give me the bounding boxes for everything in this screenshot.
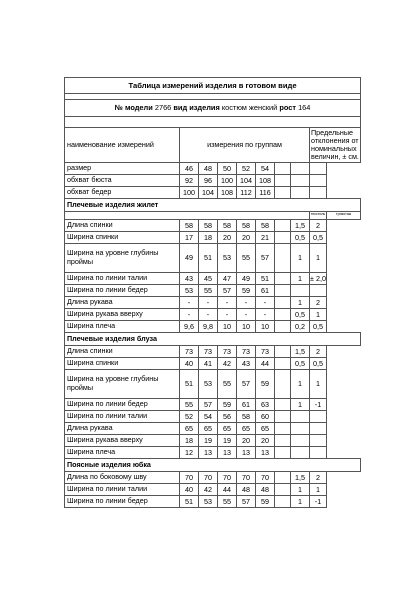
row-label: Ширина рукава вверху: [65, 308, 180, 320]
subheader-textile: текстиль: [310, 211, 327, 219]
size-value: 48: [199, 162, 218, 174]
size-value: 17: [180, 231, 199, 243]
size-value: 65: [180, 422, 199, 434]
tolerance-textile: 1: [291, 272, 310, 284]
empty-cell: [275, 357, 291, 369]
size-value: 59: [237, 284, 256, 296]
measurement-table: [64, 77, 361, 508]
tolerance-textile: 1: [291, 369, 310, 398]
row-label: Ширина на уровне глубины проймы: [65, 243, 180, 272]
size-value: 57: [237, 495, 256, 507]
size-value: 10: [256, 320, 275, 332]
empty-cell: [275, 186, 291, 198]
empty-cell: [291, 174, 310, 186]
empty-cell: [275, 410, 291, 422]
size-value: 54: [199, 410, 218, 422]
size-value: 40: [180, 357, 199, 369]
tolerance-knit: 1: [310, 369, 327, 398]
tolerance-knit: [310, 422, 327, 434]
tolerance-knit: 2: [310, 219, 327, 231]
size-value: 43: [237, 357, 256, 369]
size-value: 53: [180, 284, 199, 296]
size-value: 112: [237, 186, 256, 198]
table-row: [65, 398, 361, 410]
size-value: 45: [199, 272, 218, 284]
size-value: 56: [218, 410, 237, 422]
header-tolerance-note: Предельные отклонения от номинальных величин, ± см.: [311, 128, 359, 161]
tolerance-textile: 1,5: [291, 345, 310, 357]
measurement-sheet: [64, 77, 360, 508]
size-value: 55: [199, 284, 218, 296]
size-value: 59: [256, 369, 275, 398]
tolerance-textile: [291, 284, 310, 296]
tolerance-textile: 0,5: [291, 308, 310, 320]
size-value: 65: [237, 422, 256, 434]
table-row: [65, 174, 361, 186]
size-value: 73: [218, 345, 237, 357]
table-row: [65, 483, 361, 495]
tolerance-knit: -1: [310, 398, 327, 410]
tolerance-textile: 0,5: [291, 357, 310, 369]
size-value: 47: [218, 272, 237, 284]
size-value: 20: [256, 434, 275, 446]
size-value: 58: [199, 219, 218, 231]
size-value: 20: [237, 434, 256, 446]
size-value: 53: [218, 243, 237, 272]
tolerance-knit: 2: [310, 345, 327, 357]
header-row: [65, 128, 361, 163]
size-value: 50: [218, 162, 237, 174]
section-header-row: [65, 332, 361, 345]
size-value: 53: [199, 369, 218, 398]
row-label: Ширина рукава вверху: [65, 434, 180, 446]
size-value: 57: [199, 398, 218, 410]
size-value: 70: [237, 471, 256, 483]
table-row: [65, 231, 361, 243]
empty-cell: [275, 174, 291, 186]
table-row: [65, 320, 361, 332]
spacer-row: [65, 117, 361, 128]
empty-cell: [275, 495, 291, 507]
size-value: 18: [199, 231, 218, 243]
size-value: 65: [218, 422, 237, 434]
size-value: 104: [199, 186, 218, 198]
empty-cell: [291, 186, 310, 198]
row-label: Длина по боковому шву: [65, 471, 180, 483]
table-row: [65, 434, 361, 446]
empty-cell: [275, 422, 291, 434]
tolerance-textile: 1,5: [291, 471, 310, 483]
size-value: 21: [256, 231, 275, 243]
empty-cell: [310, 186, 327, 198]
tolerance-textile: [291, 410, 310, 422]
size-value: 100: [180, 186, 199, 198]
size-value: 48: [237, 483, 256, 495]
tolerance-knit: 0,5: [310, 357, 327, 369]
size-value: 70: [199, 471, 218, 483]
size-value: 42: [199, 483, 218, 495]
type-label: вид изделия: [173, 103, 220, 113]
size-value: 63: [256, 398, 275, 410]
title-row: [65, 78, 361, 94]
size-value: 49: [237, 272, 256, 284]
empty-cell: [275, 398, 291, 410]
size-value: 57: [256, 243, 275, 272]
size-value: -: [199, 296, 218, 308]
size-value: 55: [180, 398, 199, 410]
tolerance-knit: [310, 446, 327, 458]
tolerance-knit: [310, 410, 327, 422]
size-value: 12: [180, 446, 199, 458]
empty-cell: [275, 308, 291, 320]
table-row: [65, 284, 361, 296]
size-value: -: [237, 308, 256, 320]
tolerance-knit: 0,5: [310, 320, 327, 332]
tolerance-textile: 1: [291, 495, 310, 507]
size-value: 58: [218, 219, 237, 231]
tolerance-knit: 2: [310, 471, 327, 483]
size-value: 13: [237, 446, 256, 458]
row-label: размер: [65, 162, 180, 174]
size-value: 20: [218, 231, 237, 243]
empty-cell: [275, 345, 291, 357]
size-value: -: [256, 296, 275, 308]
row-label: Ширина по линии талии: [65, 483, 180, 495]
size-value: 61: [237, 398, 256, 410]
size-value: 18: [180, 434, 199, 446]
size-value: 55: [218, 495, 237, 507]
table-row: [65, 162, 361, 174]
size-value: 53: [199, 495, 218, 507]
tolerance-knit: 1: [310, 483, 327, 495]
size-value: 96: [199, 174, 218, 186]
tolerance-textile: [291, 434, 310, 446]
size-value: 10: [218, 320, 237, 332]
table-row: [65, 272, 361, 284]
empty-cell: [310, 174, 327, 186]
size-value: 52: [237, 162, 256, 174]
row-label: Ширина по линии бедер: [65, 284, 180, 296]
size-value: 49: [180, 243, 199, 272]
empty-cell: [275, 446, 291, 458]
size-value: 41: [199, 357, 218, 369]
model-row: [65, 100, 361, 117]
height-value: 164: [298, 103, 311, 113]
size-value: 55: [218, 369, 237, 398]
size-value: 60: [256, 410, 275, 422]
row-label: Ширина спинки: [65, 231, 180, 243]
row-label: Длина рукава: [65, 296, 180, 308]
tolerance-textile: 1: [291, 243, 310, 272]
size-value: 54: [256, 162, 275, 174]
type-value: костюм женский: [221, 103, 278, 113]
size-value: -: [180, 308, 199, 320]
size-value: 51: [256, 272, 275, 284]
size-value: 116: [256, 186, 275, 198]
empty-cell: [65, 211, 310, 219]
size-value: 9,8: [199, 320, 218, 332]
table-row: [65, 186, 361, 198]
empty-cell: [275, 162, 291, 174]
size-value: 57: [218, 284, 237, 296]
row-label: Ширина плеча: [65, 446, 180, 458]
size-value: 70: [218, 471, 237, 483]
row-label: Ширина по линии бедер: [65, 495, 180, 507]
row-label: Длина рукава: [65, 422, 180, 434]
size-value: 58: [237, 219, 256, 231]
empty-cell: [275, 369, 291, 398]
empty-cell: [275, 231, 291, 243]
row-label: Ширина плеча: [65, 320, 180, 332]
table-title: Таблица измерений изделия в готовом виде: [65, 78, 361, 94]
row-label: Ширина по линии бедер: [65, 398, 180, 410]
size-value: 70: [180, 471, 199, 483]
size-value: 65: [199, 422, 218, 434]
size-value: 20: [237, 231, 256, 243]
header-name-col: наименование измерений: [65, 128, 180, 163]
size-value: -: [237, 296, 256, 308]
row-label: Длина спинки: [65, 219, 180, 231]
table-row: [65, 243, 361, 272]
size-value: 13: [199, 446, 218, 458]
tolerance-knit: ± 2,0: [310, 273, 326, 283]
size-value: 92: [180, 174, 199, 186]
size-value: 58: [180, 219, 199, 231]
size-value: -: [218, 308, 237, 320]
table-row: [65, 471, 361, 483]
empty-cell: [275, 483, 291, 495]
size-value: 108: [218, 186, 237, 198]
size-value: 44: [256, 357, 275, 369]
size-value: 52: [180, 410, 199, 422]
size-value: 40: [180, 483, 199, 495]
section-header-row: [65, 458, 361, 471]
empty-cell: [275, 243, 291, 272]
table-row: [65, 308, 361, 320]
model-info: [65, 100, 361, 117]
size-value: 59: [218, 398, 237, 410]
empty-cell: [275, 284, 291, 296]
size-value: 57: [237, 369, 256, 398]
empty-cell: [275, 471, 291, 483]
tolerance-textile: 1,5: [291, 219, 310, 231]
size-value: 44: [218, 483, 237, 495]
size-value: 9,6: [180, 320, 199, 332]
size-value: 13: [256, 446, 275, 458]
row-label: Ширина по линии талии: [65, 272, 180, 284]
row-label: обхват бедер: [65, 186, 180, 198]
table-row: [65, 410, 361, 422]
empty-cell: [275, 219, 291, 231]
size-value: 10: [237, 320, 256, 332]
table-row: [65, 357, 361, 369]
subheader-knit: трикотаж: [327, 211, 361, 219]
section-title: Поясные изделия юбка: [65, 458, 361, 471]
size-value: 51: [180, 369, 199, 398]
size-value: 42: [218, 357, 237, 369]
tolerance-textile: 0,2: [291, 320, 310, 332]
size-value: 73: [180, 345, 199, 357]
row-label: Ширина по линии талии: [65, 410, 180, 422]
subheader-row: [65, 211, 361, 219]
row-label: Ширина спинки: [65, 357, 180, 369]
size-value: 73: [199, 345, 218, 357]
tolerance-textile: 1: [291, 296, 310, 308]
header-groups-col: измерения по группам: [180, 128, 310, 163]
size-value: 104: [237, 174, 256, 186]
table-row: [65, 219, 361, 231]
table-row: [65, 422, 361, 434]
table-row: [65, 495, 361, 507]
table-row: [65, 345, 361, 357]
size-value: 100: [218, 174, 237, 186]
tolerance-knit: 1: [310, 243, 327, 272]
height-label: рост: [279, 103, 296, 113]
empty-cell: [310, 162, 327, 174]
size-value: 46: [180, 162, 199, 174]
tolerance-knit: 0,5: [310, 231, 327, 243]
section-title: Плечевые изделия блуза: [65, 332, 361, 345]
size-value: 48: [256, 483, 275, 495]
size-value: 59: [256, 495, 275, 507]
size-value: 55: [237, 243, 256, 272]
size-value: 13: [218, 446, 237, 458]
tolerance-knit: [310, 284, 327, 296]
table-row: [65, 296, 361, 308]
tolerance-knit: [310, 434, 327, 446]
size-value: 65: [256, 422, 275, 434]
size-value: 108: [256, 174, 275, 186]
size-value: 61: [256, 284, 275, 296]
row-label: Длина спинки: [65, 345, 180, 357]
size-value: -: [256, 308, 275, 320]
size-value: -: [180, 296, 199, 308]
model-label: № модели: [114, 103, 153, 113]
size-value: 19: [218, 434, 237, 446]
size-value: -: [199, 308, 218, 320]
size-value: 19: [199, 434, 218, 446]
section-title: Плечевые изделия жилет: [65, 198, 361, 211]
table-row: [65, 369, 361, 398]
model-value: 2766: [154, 103, 172, 113]
size-value: 73: [237, 345, 256, 357]
table-row: [65, 446, 361, 458]
tolerance-knit: -1: [310, 495, 327, 507]
empty-cell: [275, 434, 291, 446]
tolerance-textile: [291, 446, 310, 458]
size-value: 51: [180, 495, 199, 507]
tolerance-knit: 1: [310, 308, 327, 320]
empty-cell: [291, 162, 310, 174]
tolerance-knit: 2: [310, 296, 327, 308]
tolerance-textile: 0,5: [291, 231, 310, 243]
tolerance-textile: 1: [291, 398, 310, 410]
size-value: 70: [256, 471, 275, 483]
empty-cell: [275, 272, 291, 284]
size-value: 73: [256, 345, 275, 357]
row-label: обхват бюста: [65, 174, 180, 186]
row-label: Ширина на уровне глубины проймы: [65, 369, 180, 398]
empty-cell: [275, 320, 291, 332]
empty-cell: [275, 296, 291, 308]
size-value: 43: [180, 272, 199, 284]
tolerance-textile: 1: [291, 483, 310, 495]
size-value: 58: [237, 410, 256, 422]
section-header-row: [65, 198, 361, 211]
tolerance-textile: [291, 422, 310, 434]
size-value: -: [218, 296, 237, 308]
size-value: 58: [256, 219, 275, 231]
size-value: 51: [199, 243, 218, 272]
